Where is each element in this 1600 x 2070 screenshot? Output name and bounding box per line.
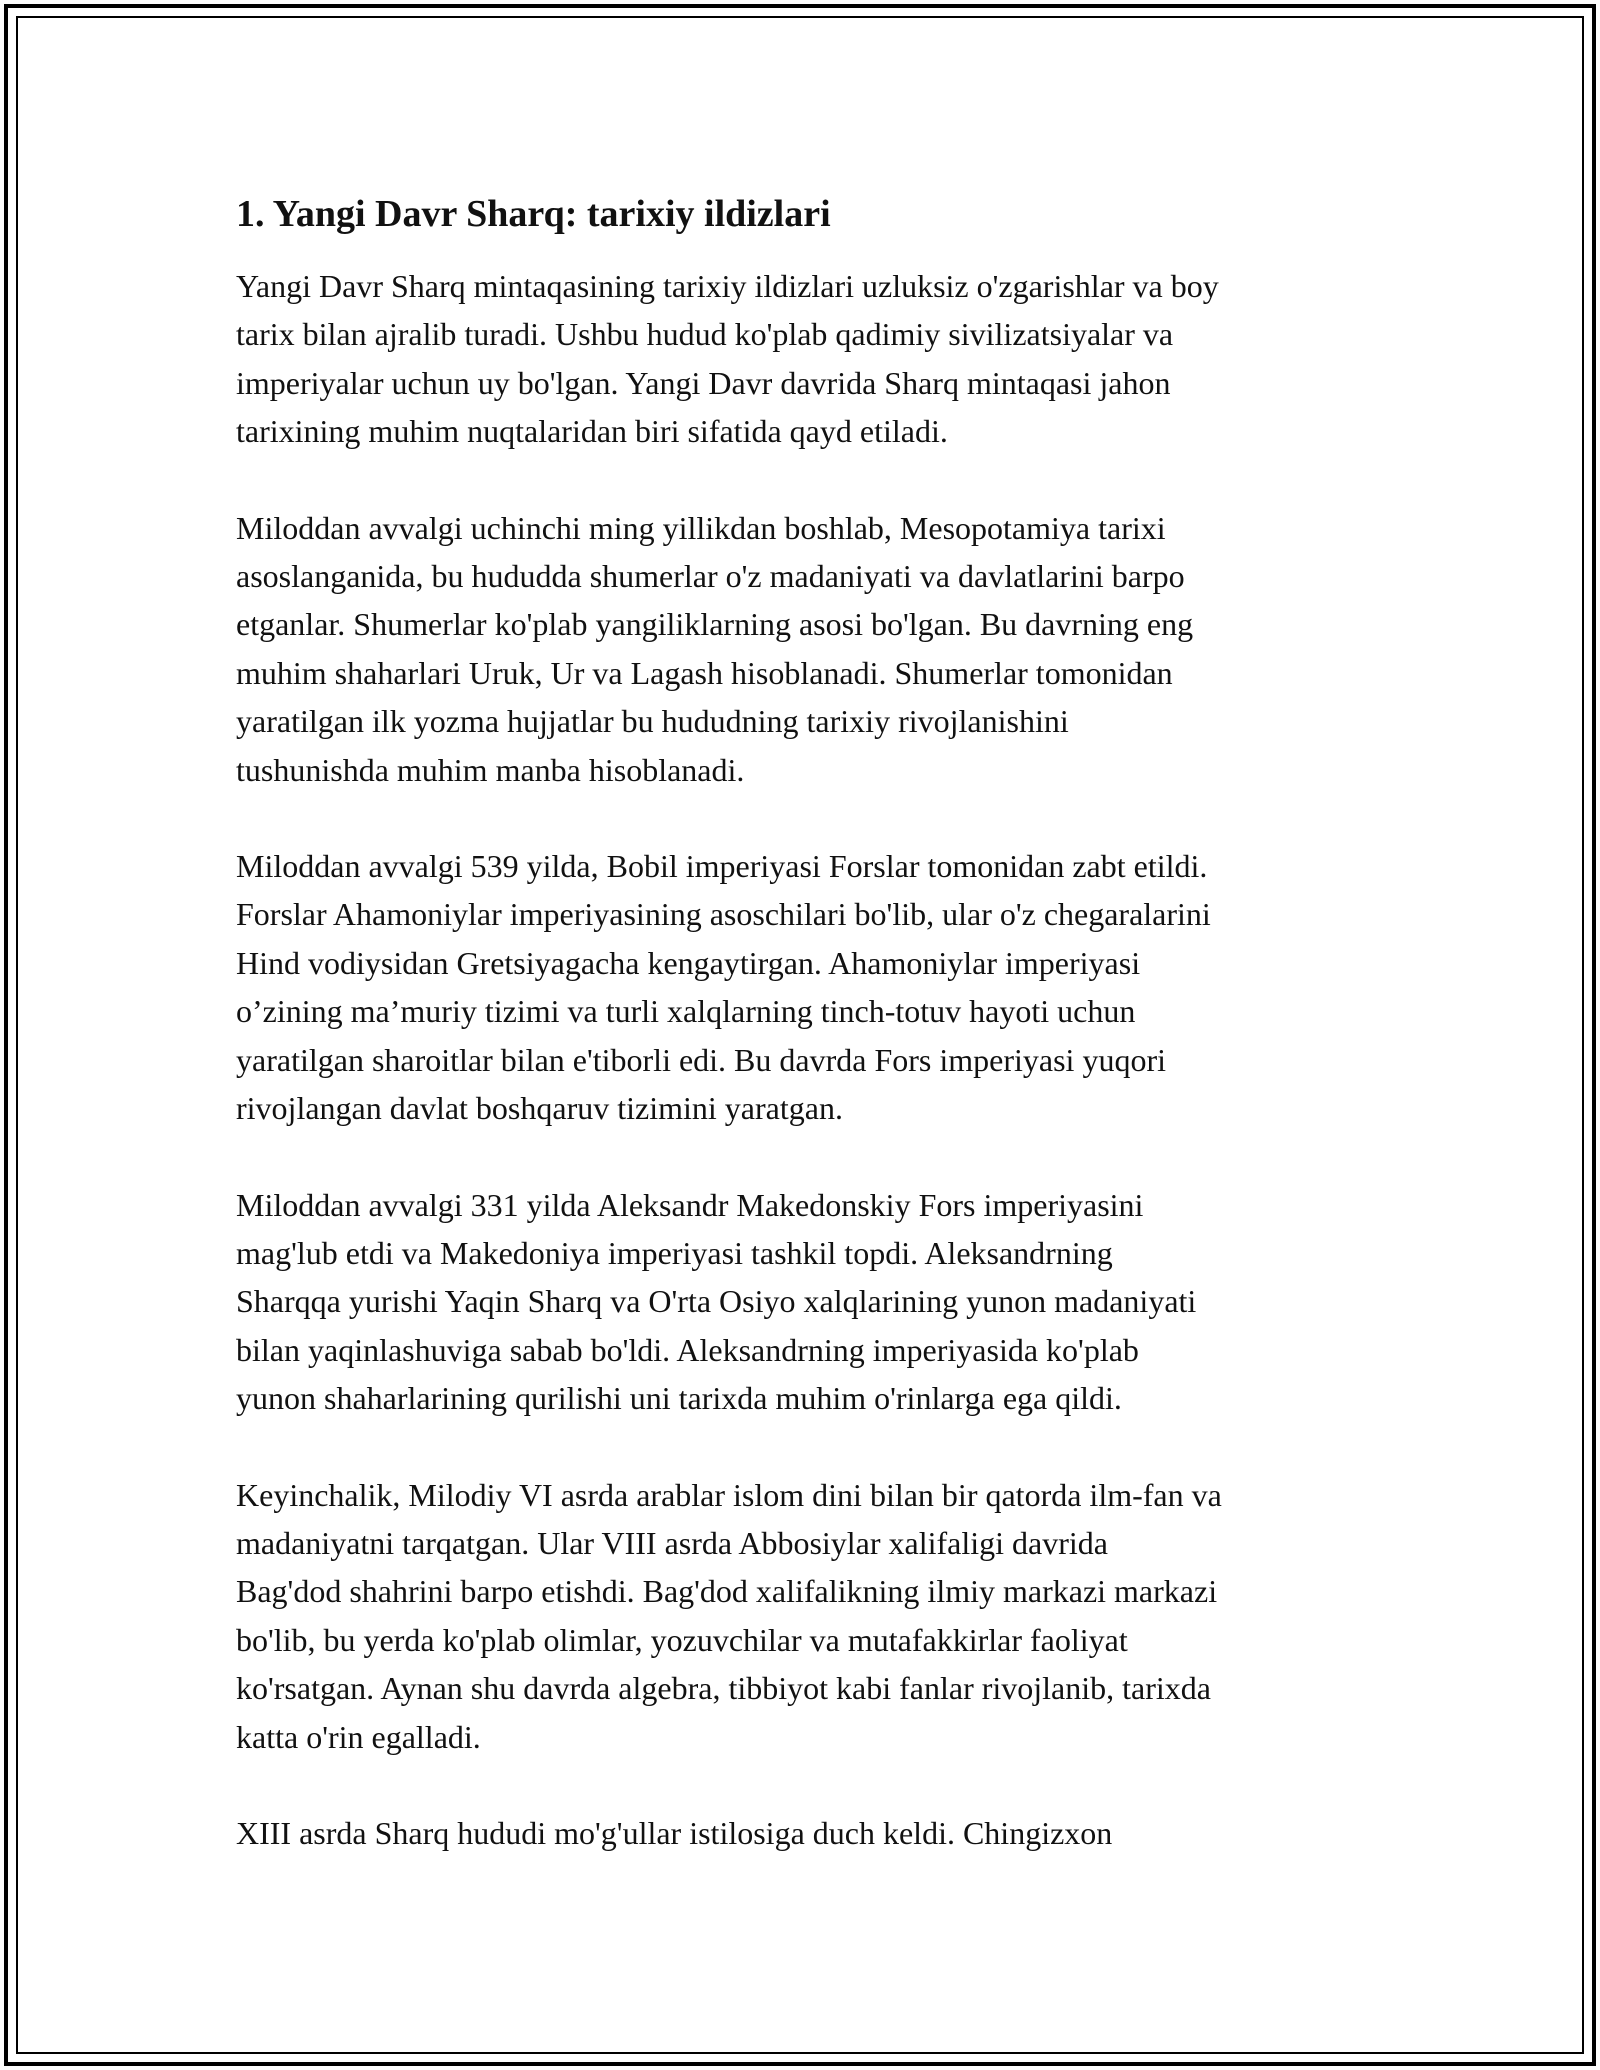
text-line: tarixining muhim nuqtalaridan biri sifatida qayd etiladi. (236, 413, 948, 450)
text-line: Yangi Davr Sharq mintaqasining tarixiy ildizlari uzluksiz o'zgarishlar va boy (236, 268, 1219, 304)
text-line: madaniyatni tarqatgan. Ular VIII asrda Abbosiylar xalifaligi davrida (236, 1524, 1108, 1561)
text-line: ko'rsatgan. Aynan shu davrda algebra, tibbiyot kabi fanlar rivojlanib, tarixda (236, 1670, 1211, 1707)
text-line: Miloddan avvalgi uchinchi ming yillikdan boshlab, Mesopotamiya tarixi (236, 509, 1166, 546)
text-line: etganlar. Shumerlar ko'plab yangiliklarning asosi bo'lgan. Bu davrning eng (236, 606, 1194, 643)
text-line: Bag'dod shahrini barpo etishdi. Bag'dod xalifalikning ilmiy markazi markazi (236, 1573, 1218, 1610)
text-line: yaratilgan ilk yozma hujjatlar bu hududning tarixiy rivojlanishini (236, 703, 1069, 740)
text-line: Keyinchalik, Milodiy VI asrda arablar islom dini bilan bir qatorda ilm-fan va (236, 1476, 1222, 1513)
text-line: Forslar Ahamoniylar imperiyasining asoschilari bo'lib, ular o'z chegaralarini (236, 896, 1211, 933)
text-line: Miloddan avvalgi 539 yilda, Bobil imperiyasi Forslar tomonidan zabt etildi. (236, 848, 1208, 885)
text-line: katta o'rin egalladi. (236, 1718, 481, 1755)
paragraph (236, 1181, 1376, 1423)
text-line: mag'lub etdi va Makedoniya imperiyasi tashkil topdi. Aleksandrning (236, 1234, 1113, 1271)
paragraph (236, 504, 1376, 794)
text-line: tarix bilan ajralib turadi. Ushbu hudud ko'plab qadimiy sivilizatsiyalar va (236, 316, 1174, 353)
text-line: bo'lib, bu yerda ko'plab olimlar, yozuvchilar va mutafakkirlar faoliyat (236, 1621, 1128, 1658)
document-body (236, 190, 1376, 1905)
text-line: Hind vodiysidan Gretsiyagacha kengaytirgan. Ahamoniylar imperiyasi (236, 944, 1141, 981)
section-heading: 1. Yangi Davr Sharq: tarixiy ildizlari (236, 193, 831, 235)
text-line: tushunishda muhim manba hisoblanadi. (236, 751, 745, 788)
text-line: imperiyalar uchun uy bo'lgan. Yangi Davr davrida Sharq mintaqasi jahon (236, 364, 1171, 401)
text-line: asoslanganida, bu hududda shumerlar o'z madaniyati va davlatlarini barpo (236, 558, 1185, 595)
paragraph (236, 842, 1376, 1132)
text-line: rivojlangan davlat boshqaruv tizimini yaratgan. (236, 1090, 843, 1127)
text-line: yunon shaharlarining qurilishi uni tarixda muhim o'rinlarga ega qildi. (236, 1380, 1122, 1417)
text-line: o’zining ma’muriy tizimi va turli xalqlarning tinch-totuv hayoti uchun (236, 993, 1136, 1030)
text-line: XIII asrda Sharq hududi mo'g'ullar istilosiga duch keldi. Chingizxon (236, 1814, 1113, 1851)
paragraph (236, 262, 1376, 456)
text-line: Sharqqa yurishi Yaqin Sharq va O'rta Osiyo xalqlarining yunon madaniyati (236, 1283, 1197, 1320)
paragraph (236, 1809, 1376, 1857)
text-line: Miloddan avvalgi 331 yilda Aleksandr Makedonskiy Fors imperiyasini (236, 1186, 1144, 1223)
text-line: yaratilgan sharoitlar bilan e'tiborli edi. Bu davrda Fors imperiyasi yuqori (236, 1041, 1166, 1078)
text-line: bilan yaqinlashuviga sabab bo'ldi. Aleksandrning imperiyasida ko'plab (236, 1331, 1139, 1368)
text-line: muhim shaharlari Uruk, Ur va Lagash hisoblanadi. Shumerlar tomonidan (236, 654, 1173, 691)
paragraph (236, 1471, 1376, 1761)
